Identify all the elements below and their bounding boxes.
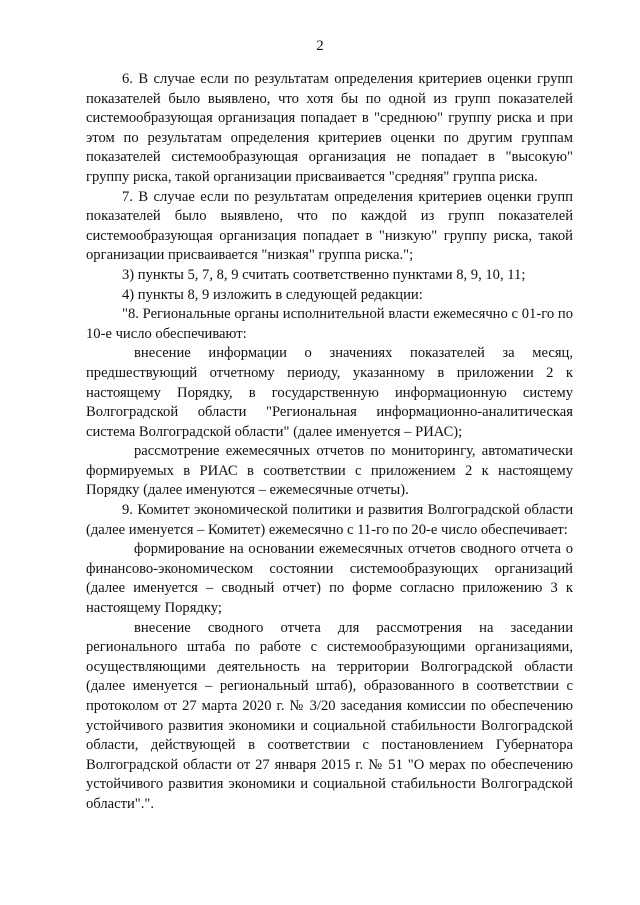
paragraph-9-bullet-1: формирование на основании ежемесячных отчетов сводного отчета о финансово-экономическом состоянии системообразующих организаций (далее именуется – сводный отчет) по форме согласно приложению 3 к настоящему Порядку;: [86, 541, 573, 617]
paragraph-item-3: 3) пункты 5, 7, 8, 9 считать соответственно пунктами 8, 9, 10, 11;: [122, 266, 526, 283]
paragraph-8-bullet-2: рассмотрение ежемесячных отчетов по мониторингу, автоматически формируемых в РИАС в соответствии с приложением 2 к настоящему Порядку (далее именуются – ежемесячные отчеты).: [86, 443, 573, 499]
paragraph-8: "8. Региональные органы исполнительной власти ежемесячно с 01-го по 10-е число обеспечивают:: [86, 306, 573, 342]
paragraph-6: 6. В случае если по результатам определения критериев оценки групп показателей было выявлено, что хотя бы по одной из групп показателей системообразующая организация попадает в "среднюю" группу риска и при этом по результатам определения критериев оценки по другим группам показателей системообразующая организация не попадает в "высокую" группу риска, такой организации присваивается "средняя" группа риска.: [86, 71, 573, 185]
paragraph-8-bullet-1: внесение информации о значениях показателей за месяц, предшествующий отчетному периоду, указанному в приложении 2 к настоящему Порядку, в государственную информационную систему Волгоградской области "Региональная информационно-аналитическая система Волгоградской области" (далее именуется – РИАС);: [86, 345, 573, 440]
paragraph-9: 9. Комитет экономической политики и развития Волгоградской области (далее именуется – Комитет) ежемесячно с 11-го по 20-е число обеспечивает:: [86, 502, 573, 538]
paragraph-item-4: 4) пункты 8, 9 изложить в следующей редакции:: [122, 286, 423, 303]
paragraph-7: 7. В случае если по результатам определения критериев оценки групп показателей было выявлено, что по каждой из групп показателей системообразующая организация попадает в "низкую" группу риска, такой организации присваивается "низкая" группа риска.";: [86, 188, 573, 264]
document-body: [86, 70, 573, 815]
paragraph-9-bullet-2: внесение сводного отчета для рассмотрения на заседании регионального штаба по работе с системообразующими организациями, осуществляющими деятельность на территории Волгоградской области (далее именуется – региональный штаб), образованного в соответствии с протоколом от 27 марта 2020 г. № 3/20 заседания комиссии по обеспечению устойчивого развития экономики и социальной стабильности Волгоградской области, действующей в соответствии с постановлением Губернатора Волгоградской области от 27 января 2015 г. № 51 "О мерах по обеспечению устойчивого развития экономики и социальной стабильности Волгоградской области".".: [86, 619, 573, 812]
page-number: 2: [316, 38, 324, 54]
